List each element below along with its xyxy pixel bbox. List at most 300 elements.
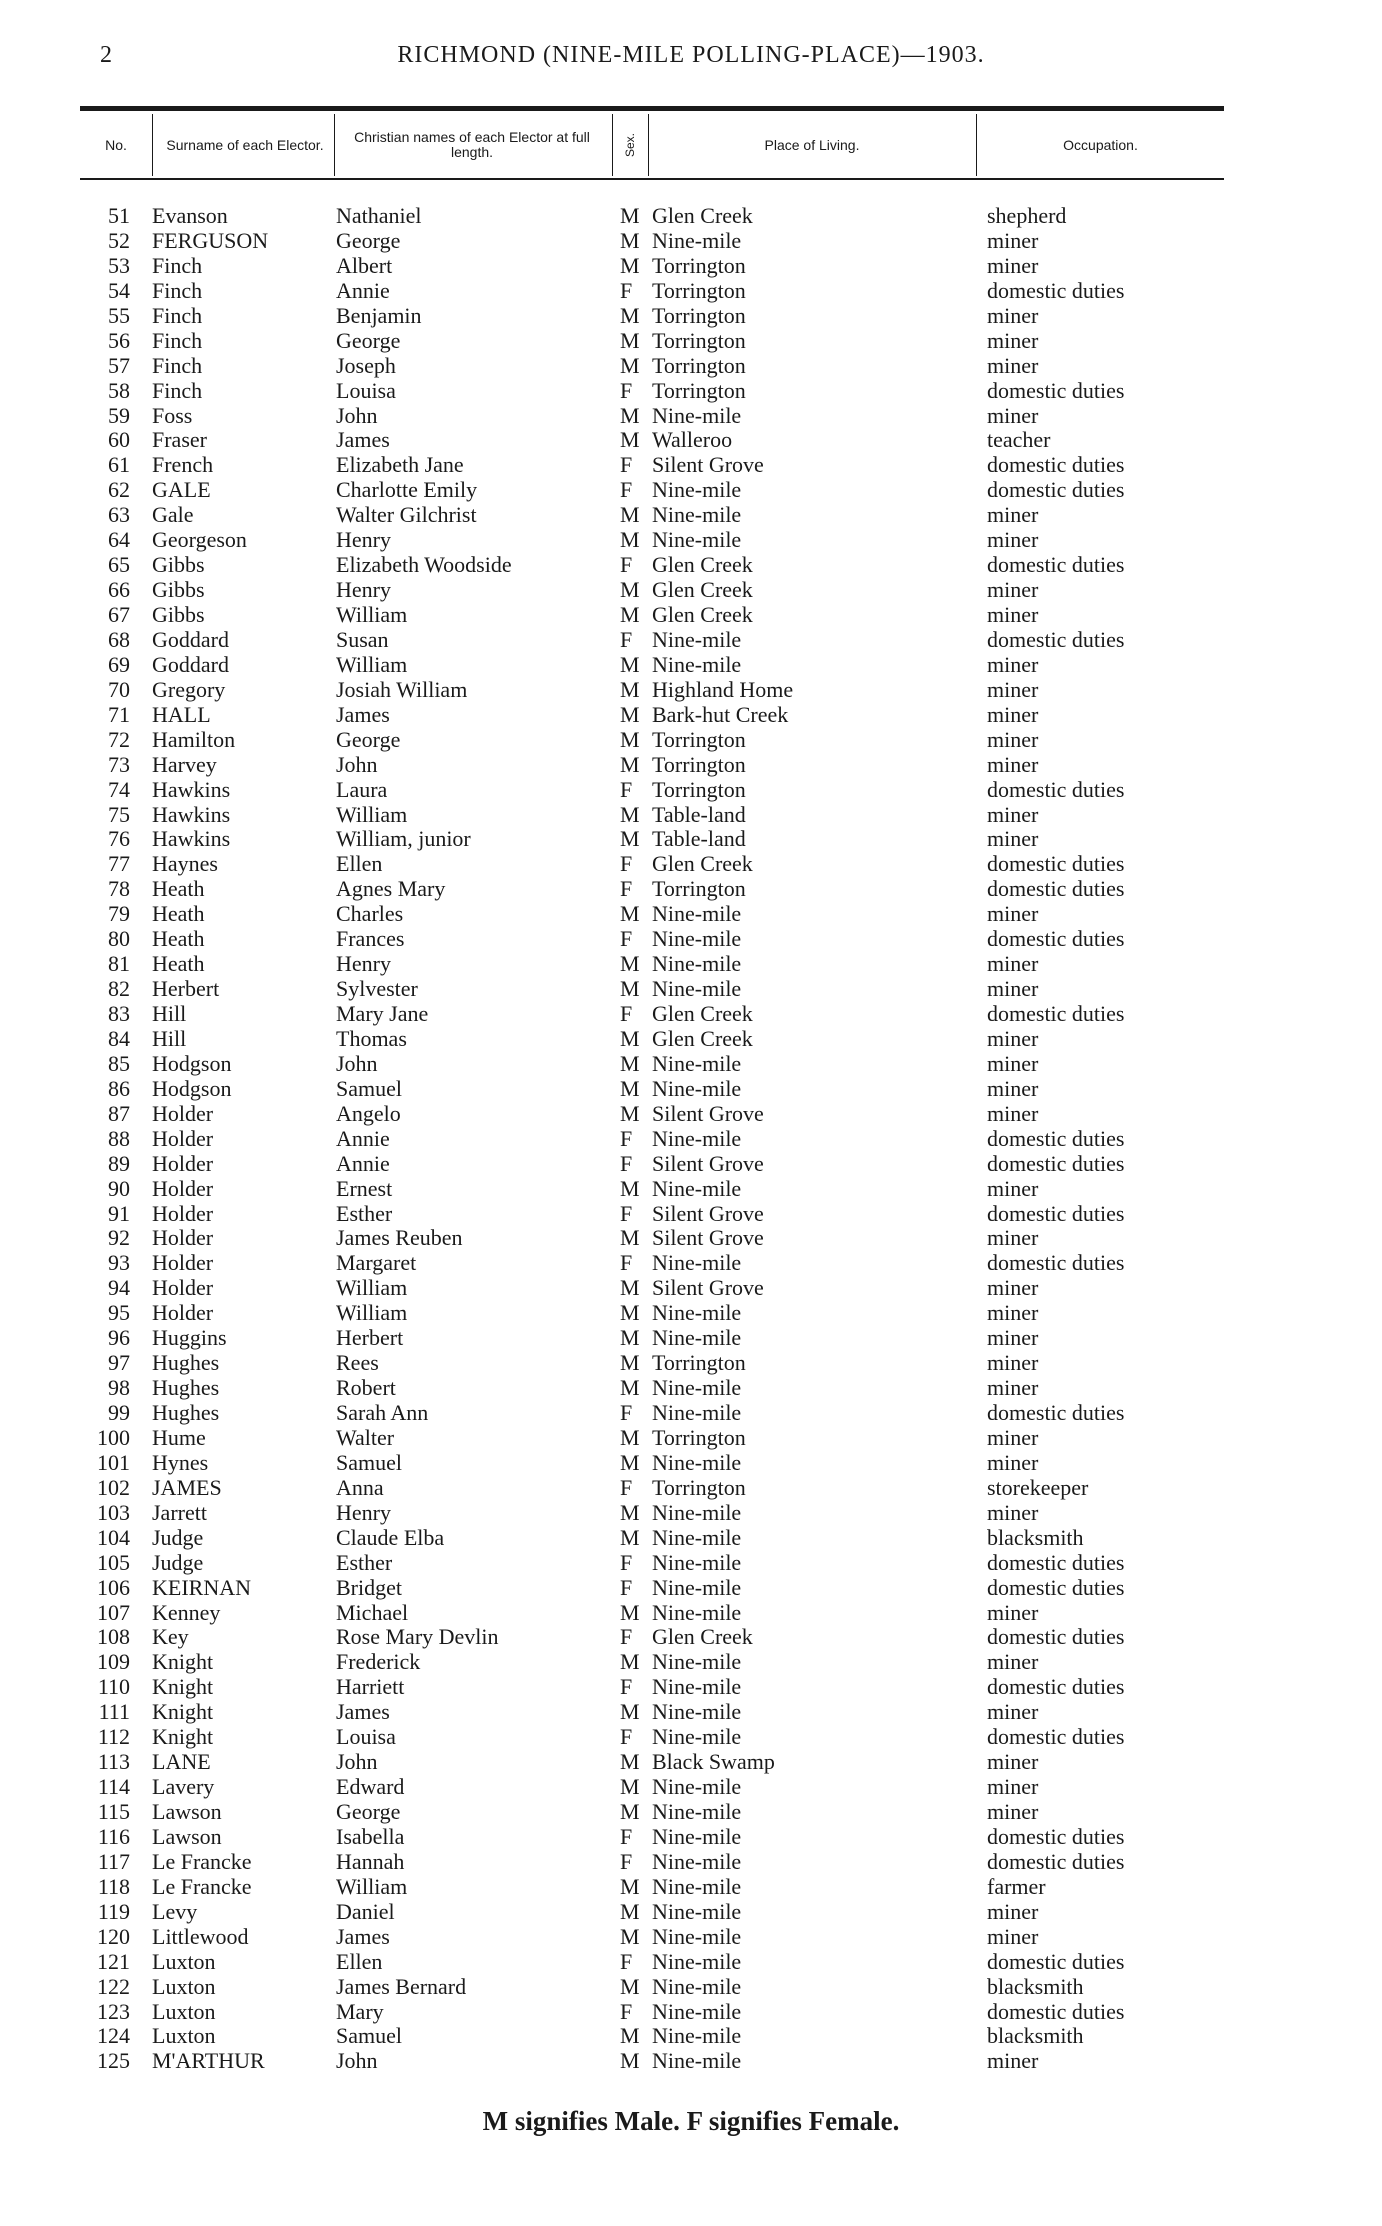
elector-place-of-living: Torrington [652, 352, 746, 378]
elector-christian-names: William [336, 1275, 408, 1301]
elector-occupation: miner [987, 577, 1039, 603]
elector-christian-names: William, junior [336, 826, 471, 852]
elector-place-of-living: Nine-mile [652, 402, 742, 428]
elector-sex: M [620, 502, 640, 528]
elector-sex: M [620, 577, 640, 603]
elector-surname: Fraser [152, 427, 207, 453]
elector-number: 76 [108, 826, 130, 852]
elector-surname: Herbert [152, 976, 220, 1002]
elector-occupation: domestic duties [987, 1674, 1125, 1700]
elector-row [0, 927, 1382, 952]
header-bottom-rule [80, 178, 1224, 180]
elector-occupation: miner [987, 2048, 1039, 2074]
elector-christian-names: Agnes Mary [336, 876, 446, 902]
elector-place-of-living: Torrington [652, 277, 746, 303]
elector-sex: F [620, 776, 633, 802]
elector-place-of-living: Silent Grove [652, 452, 764, 478]
elector-surname: Georgeson [152, 527, 247, 553]
elector-occupation: domestic duties [987, 1125, 1125, 1151]
elector-surname: French [152, 452, 214, 478]
elector-number: 95 [108, 1300, 130, 1326]
elector-place-of-living: Torrington [652, 1350, 746, 1376]
elector-place-of-living: Nine-mile [652, 2023, 742, 2049]
elector-row [0, 478, 1382, 503]
elector-sex: M [620, 1225, 640, 1251]
elector-christian-names: Samuel [336, 2023, 402, 2049]
elector-place-of-living: Walleroo [652, 427, 733, 453]
elector-occupation: domestic duties [987, 377, 1125, 403]
elector-christian-names: Edward [336, 1774, 405, 1800]
elector-occupation: miner [987, 726, 1039, 752]
elector-occupation: domestic duties [987, 876, 1125, 902]
elector-occupation: miner [987, 1699, 1039, 1725]
elector-christian-names: Sylvester [336, 976, 418, 1002]
elector-number: 108 [97, 1624, 130, 1650]
elector-place-of-living: Nine-mile [652, 1175, 742, 1201]
elector-sex: M [620, 1424, 640, 1450]
elector-row [0, 703, 1382, 728]
elector-surname: Luxton [152, 1973, 216, 1999]
elector-row [0, 1526, 1382, 1551]
elector-surname: Hawkins [152, 826, 231, 852]
elector-number: 56 [108, 327, 130, 353]
elector-sex: M [620, 1025, 640, 1051]
elector-place-of-living: Glen Creek [652, 1624, 753, 1650]
elector-place-of-living: Nine-mile [652, 1499, 742, 1525]
elector-christian-names: Annie [336, 1150, 390, 1176]
elector-christian-names: Harriett [336, 1674, 405, 1700]
elector-sex: M [620, 203, 640, 228]
elector-row [0, 1925, 1382, 1950]
elector-surname: Huggins [152, 1325, 227, 1351]
elector-place-of-living: Nine-mile [652, 502, 742, 528]
elector-row [0, 1576, 1382, 1601]
elector-row [0, 1326, 1382, 1351]
elector-place-of-living: Black Swamp [652, 1749, 775, 1775]
elector-surname: Holder [152, 1125, 214, 1151]
elector-row [0, 1800, 1382, 1825]
elector-christian-names: George [336, 726, 401, 752]
elector-row [0, 628, 1382, 653]
elector-sex: M [620, 1923, 640, 1949]
elector-occupation: domestic duties [987, 1200, 1125, 1226]
elector-number: 73 [108, 751, 130, 777]
elector-occupation: domestic duties [987, 1948, 1125, 1974]
elector-surname: Levy [152, 1898, 198, 1924]
elector-occupation: domestic duties [987, 1848, 1125, 1874]
elector-christian-names: Robert [336, 1375, 396, 1401]
elector-sex: M [620, 1973, 640, 1999]
elector-number: 92 [108, 1225, 130, 1251]
elector-place-of-living: Glen Creek [652, 577, 753, 603]
elector-place-of-living: Torrington [652, 302, 746, 328]
elector-row [0, 1177, 1382, 1202]
elector-surname: Knight [152, 1724, 214, 1750]
elector-surname: Finch [152, 327, 203, 353]
elector-surname: Judge [152, 1549, 204, 1575]
elector-number: 82 [108, 976, 130, 1002]
elector-place-of-living: Nine-mile [652, 1449, 742, 1475]
elector-sex: M [620, 1524, 640, 1550]
elector-number: 53 [108, 252, 130, 278]
elector-christian-names: Rose Mary Devlin [336, 1624, 499, 1650]
elector-sex: F [620, 1574, 633, 1600]
elector-occupation: miner [987, 801, 1039, 827]
elector-row [0, 803, 1382, 828]
elector-number: 125 [97, 2048, 130, 2074]
elector-sex: F [620, 1250, 633, 1276]
elector-place-of-living: Torrington [652, 726, 746, 752]
elector-place-of-living: Torrington [652, 327, 746, 353]
elector-christian-names: Mary [336, 1998, 384, 2024]
elector-christian-names: William [336, 1300, 408, 1326]
elector-surname: Heath [152, 901, 205, 927]
elector-place-of-living: Nine-mile [652, 1375, 742, 1401]
elector-row [0, 329, 1382, 354]
column-header-no: No. [105, 136, 127, 153]
elector-occupation: domestic duties [987, 1724, 1125, 1750]
elector-place-of-living: Nine-mile [652, 1524, 742, 1550]
column-separator [334, 114, 335, 176]
elector-occupation: miner [987, 676, 1039, 702]
elector-place-of-living: Silent Grove [652, 1200, 764, 1226]
elector-christian-names: John [336, 751, 378, 777]
elector-surname: Holder [152, 1150, 214, 1176]
page-number: 2 [100, 42, 112, 68]
elector-christian-names: Laura [336, 776, 388, 802]
elector-row [0, 1750, 1382, 1775]
elector-christian-names: James [336, 427, 390, 453]
column-header-place: Place of Living. [764, 136, 860, 153]
elector-occupation: miner [987, 951, 1039, 977]
elector-christian-names: Anna [336, 1474, 384, 1500]
elector-number: 65 [108, 552, 130, 578]
column-header-occupation: Occupation. [1063, 136, 1138, 153]
elector-surname: JAMES [152, 1474, 222, 1500]
elector-place-of-living: Glen Creek [652, 1001, 753, 1026]
elector-number: 91 [108, 1200, 130, 1226]
elector-number: 57 [108, 352, 130, 378]
elector-surname: Heath [152, 926, 205, 952]
elector-number: 74 [108, 776, 130, 802]
elector-place-of-living: Table-land [652, 826, 746, 852]
elector-sex: M [620, 901, 640, 927]
elector-occupation: miner [987, 1050, 1039, 1076]
elector-place-of-living: Glen Creek [652, 851, 753, 877]
elector-sex: M [620, 1873, 640, 1899]
elector-number: 99 [108, 1400, 130, 1425]
elector-place-of-living: Nine-mile [652, 1574, 742, 1600]
elector-surname: Holder [152, 1175, 214, 1201]
elector-number: 90 [108, 1175, 130, 1201]
elector-number: 83 [108, 1001, 130, 1026]
elector-sex: F [620, 1400, 633, 1425]
elector-sex: F [620, 1125, 633, 1151]
elector-sex: F [620, 1848, 633, 1874]
elector-place-of-living: Glen Creek [652, 552, 753, 578]
elector-surname: Luxton [152, 1948, 216, 1974]
elector-sex: F [620, 377, 633, 403]
elector-row [0, 1601, 1382, 1626]
elector-row [0, 603, 1382, 628]
elector-row [0, 1401, 1382, 1426]
elector-place-of-living: Nine-mile [652, 1125, 742, 1151]
elector-surname: M'ARTHUR [152, 2048, 265, 2074]
elector-occupation: miner [987, 402, 1039, 428]
elector-christian-names: Josiah William [336, 676, 468, 702]
elector-sex: F [620, 1624, 633, 1650]
elector-sex: F [620, 1001, 633, 1026]
elector-number: 85 [108, 1050, 130, 1076]
elector-occupation: miner [987, 1649, 1039, 1675]
elector-christian-names: James [336, 701, 390, 727]
elector-sex: M [620, 1325, 640, 1351]
elector-surname: Lavery [152, 1774, 215, 1800]
elector-row [0, 678, 1382, 703]
elector-occupation: miner [987, 602, 1039, 627]
elector-row [0, 1251, 1382, 1276]
elector-sex: M [620, 302, 640, 328]
elector-surname: Hughes [152, 1375, 220, 1401]
elector-row [0, 653, 1382, 678]
elector-number: 52 [108, 227, 130, 253]
elector-surname: Harvey [152, 751, 217, 777]
elector-row [0, 1675, 1382, 1700]
elector-sex: F [620, 277, 633, 303]
elector-occupation: blacksmith [987, 2023, 1084, 2049]
elector-row [0, 1950, 1382, 1975]
elector-sex: M [620, 1100, 640, 1126]
elector-place-of-living: Silent Grove [652, 1150, 764, 1176]
elector-number: 68 [108, 626, 130, 652]
elector-occupation: miner [987, 1275, 1039, 1301]
elector-surname: Hamilton [152, 726, 236, 752]
elector-christian-names: Angelo [336, 1100, 401, 1126]
elector-sex: M [620, 1599, 640, 1625]
elector-number: 71 [108, 701, 130, 727]
elector-place-of-living: Torrington [652, 751, 746, 777]
elector-place-of-living: Nine-mile [652, 1075, 742, 1101]
elector-christian-names: Charlotte Emily [336, 477, 478, 503]
elector-place-of-living: Nine-mile [652, 1724, 742, 1750]
elector-sex: F [620, 552, 633, 578]
elector-place-of-living: Bark-hut Creek [652, 701, 789, 727]
elector-sex: M [620, 1300, 640, 1326]
elector-occupation: domestic duties [987, 1549, 1125, 1575]
elector-christian-names: Claude Elba [336, 1524, 445, 1550]
elector-row [0, 1276, 1382, 1301]
elector-christian-names: Walter Gilchrist [336, 502, 477, 528]
elector-occupation: miner [987, 502, 1039, 528]
elector-occupation: miner [987, 751, 1039, 777]
elector-occupation: domestic duties [987, 626, 1125, 652]
elector-christian-names: Hannah [336, 1848, 405, 1874]
elector-sex: M [620, 1749, 640, 1775]
elector-occupation: miner [987, 1175, 1039, 1201]
elector-surname: Finch [152, 277, 203, 303]
elector-place-of-living: Silent Grove [652, 1225, 764, 1251]
elector-surname: Holder [152, 1250, 214, 1276]
elector-surname: Hynes [152, 1449, 209, 1475]
elector-surname: LANE [152, 1749, 211, 1775]
elector-sex: F [620, 1674, 633, 1700]
elector-row [0, 453, 1382, 478]
elector-sex: F [620, 876, 633, 902]
elector-occupation: miner [987, 1499, 1039, 1525]
elector-number: 105 [97, 1549, 130, 1575]
elector-surname: Lawson [152, 1823, 222, 1849]
elector-row [0, 1301, 1382, 1326]
elector-occupation: storekeeper [987, 1474, 1089, 1500]
elector-christian-names: Henry [336, 577, 391, 603]
elector-surname: KEIRNAN [152, 1574, 251, 1600]
elector-christian-names: Nathaniel [336, 203, 422, 228]
elector-occupation: miner [987, 227, 1039, 253]
elector-sex: M [620, 1175, 640, 1201]
elector-row [0, 1650, 1382, 1675]
elector-christian-names: Ellen [336, 1948, 383, 1974]
elector-number: 70 [108, 676, 130, 702]
elector-number: 58 [108, 377, 130, 403]
elector-occupation: domestic duties [987, 1624, 1125, 1650]
elector-christian-names: John [336, 1050, 378, 1076]
elector-surname: Evanson [152, 203, 228, 228]
elector-christian-names: Samuel [336, 1449, 402, 1475]
elector-christian-names: Charles [336, 901, 404, 927]
elector-occupation: domestic duties [987, 452, 1125, 478]
elector-number: 97 [108, 1350, 130, 1376]
elector-place-of-living: Nine-mile [652, 1799, 742, 1824]
elector-place-of-living: Nine-mile [652, 901, 742, 927]
elector-row [0, 753, 1382, 778]
elector-occupation: miner [987, 1799, 1039, 1824]
elector-christian-names: Frances [336, 926, 405, 952]
elector-row [0, 778, 1382, 803]
elector-place-of-living: Silent Grove [652, 1100, 764, 1126]
elector-occupation: teacher [987, 427, 1051, 453]
elector-occupation: miner [987, 1424, 1039, 1450]
elector-christian-names: Daniel [336, 1898, 395, 1924]
elector-sex: M [620, 327, 640, 353]
column-header-sex-cell [613, 112, 647, 178]
elector-row [0, 279, 1382, 304]
elector-row [0, 1052, 1382, 1077]
elector-christian-names: Louisa [336, 377, 396, 403]
elector-surname: Haynes [152, 851, 218, 877]
elector-number: 55 [108, 302, 130, 328]
elector-sex: M [620, 2048, 640, 2074]
elector-occupation: miner [987, 1749, 1039, 1775]
elector-place-of-living: Nine-mile [652, 1325, 742, 1351]
elector-place-of-living: Table-land [652, 801, 746, 827]
elector-row [0, 1725, 1382, 1750]
elector-occupation: blacksmith [987, 1973, 1084, 1999]
elector-surname: Knight [152, 1699, 214, 1725]
column-separator [152, 114, 153, 176]
elector-row [0, 852, 1382, 877]
elector-sex: M [620, 1350, 640, 1376]
elector-occupation: miner [987, 901, 1039, 927]
elector-number: 114 [97, 1774, 130, 1800]
elector-number: 123 [97, 1998, 130, 2024]
elector-row [0, 728, 1382, 753]
elector-sex: M [620, 527, 640, 553]
elector-occupation: miner [987, 826, 1039, 852]
elector-christian-names: Herbert [336, 1325, 404, 1351]
elector-surname: Judge [152, 1524, 204, 1550]
elector-place-of-living: Nine-mile [652, 1699, 742, 1725]
sex-legend-footnote: M signifies Male. F signifies Female. [482, 2106, 900, 2136]
elector-place-of-living: Glen Creek [652, 203, 753, 228]
elector-surname: Hawkins [152, 776, 231, 802]
elector-place-of-living: Nine-mile [652, 1674, 742, 1700]
elector-sex: M [620, 227, 640, 253]
elector-occupation: domestic duties [987, 776, 1125, 802]
elector-christian-names: James [336, 1699, 390, 1725]
page-title: RICHMOND (NINE-MILE POLLING-PLACE)—1903. [397, 42, 985, 68]
column-header-surname: Surname of each Elector. [166, 136, 324, 153]
elector-occupation: miner [987, 1300, 1039, 1326]
elector-occupation: miner [987, 327, 1039, 353]
elector-christian-names: Walter [336, 1424, 395, 1450]
elector-place-of-living: Nine-mile [652, 1050, 742, 1076]
elector-surname: Key [152, 1624, 189, 1650]
elector-christian-names: Susan [336, 626, 389, 652]
elector-place-of-living: Nine-mile [652, 1873, 742, 1899]
elector-number: 115 [97, 1799, 130, 1824]
elector-number: 116 [97, 1823, 130, 1849]
elector-number: 109 [97, 1649, 130, 1675]
elector-row [0, 1850, 1382, 1875]
elector-surname: GALE [152, 477, 211, 503]
elector-surname: Heath [152, 876, 205, 902]
elector-row [0, 528, 1382, 553]
elector-surname: Gibbs [152, 552, 205, 578]
elector-surname: HALL [152, 701, 211, 727]
elector-row [0, 1625, 1382, 1650]
elector-surname: Hughes [152, 1400, 220, 1425]
elector-christian-names: Esther [336, 1549, 393, 1575]
elector-occupation: miner [987, 651, 1039, 677]
elector-sex: M [620, 1799, 640, 1824]
elector-sex: M [620, 1774, 640, 1800]
elector-row [0, 404, 1382, 429]
elector-surname: Littlewood [152, 1923, 249, 1949]
elector-place-of-living: Nine-mile [652, 1250, 742, 1276]
elector-christian-names: Henry [336, 951, 391, 977]
elector-surname: Finch [152, 252, 203, 278]
elector-number: 107 [97, 1599, 130, 1625]
elector-sex: M [620, 701, 640, 727]
elector-number: 66 [108, 577, 130, 603]
elector-occupation: miner [987, 1898, 1039, 1924]
elector-occupation: miner [987, 1599, 1039, 1625]
elector-surname: Lawson [152, 1799, 222, 1824]
elector-occupation: miner [987, 1325, 1039, 1351]
elector-surname: Holder [152, 1200, 214, 1226]
elector-christian-names: Elizabeth Jane [336, 452, 464, 478]
elector-occupation: miner [987, 1025, 1039, 1051]
elector-sex: M [620, 751, 640, 777]
elector-christian-names: Ernest [336, 1175, 393, 1201]
elector-row [0, 1077, 1382, 1102]
elector-occupation: miner [987, 701, 1039, 727]
elector-number: 69 [108, 651, 130, 677]
elector-row [0, 827, 1382, 852]
elector-row [0, 1700, 1382, 1725]
elector-christian-names: William [336, 801, 408, 827]
elector-number: 94 [108, 1275, 130, 1301]
